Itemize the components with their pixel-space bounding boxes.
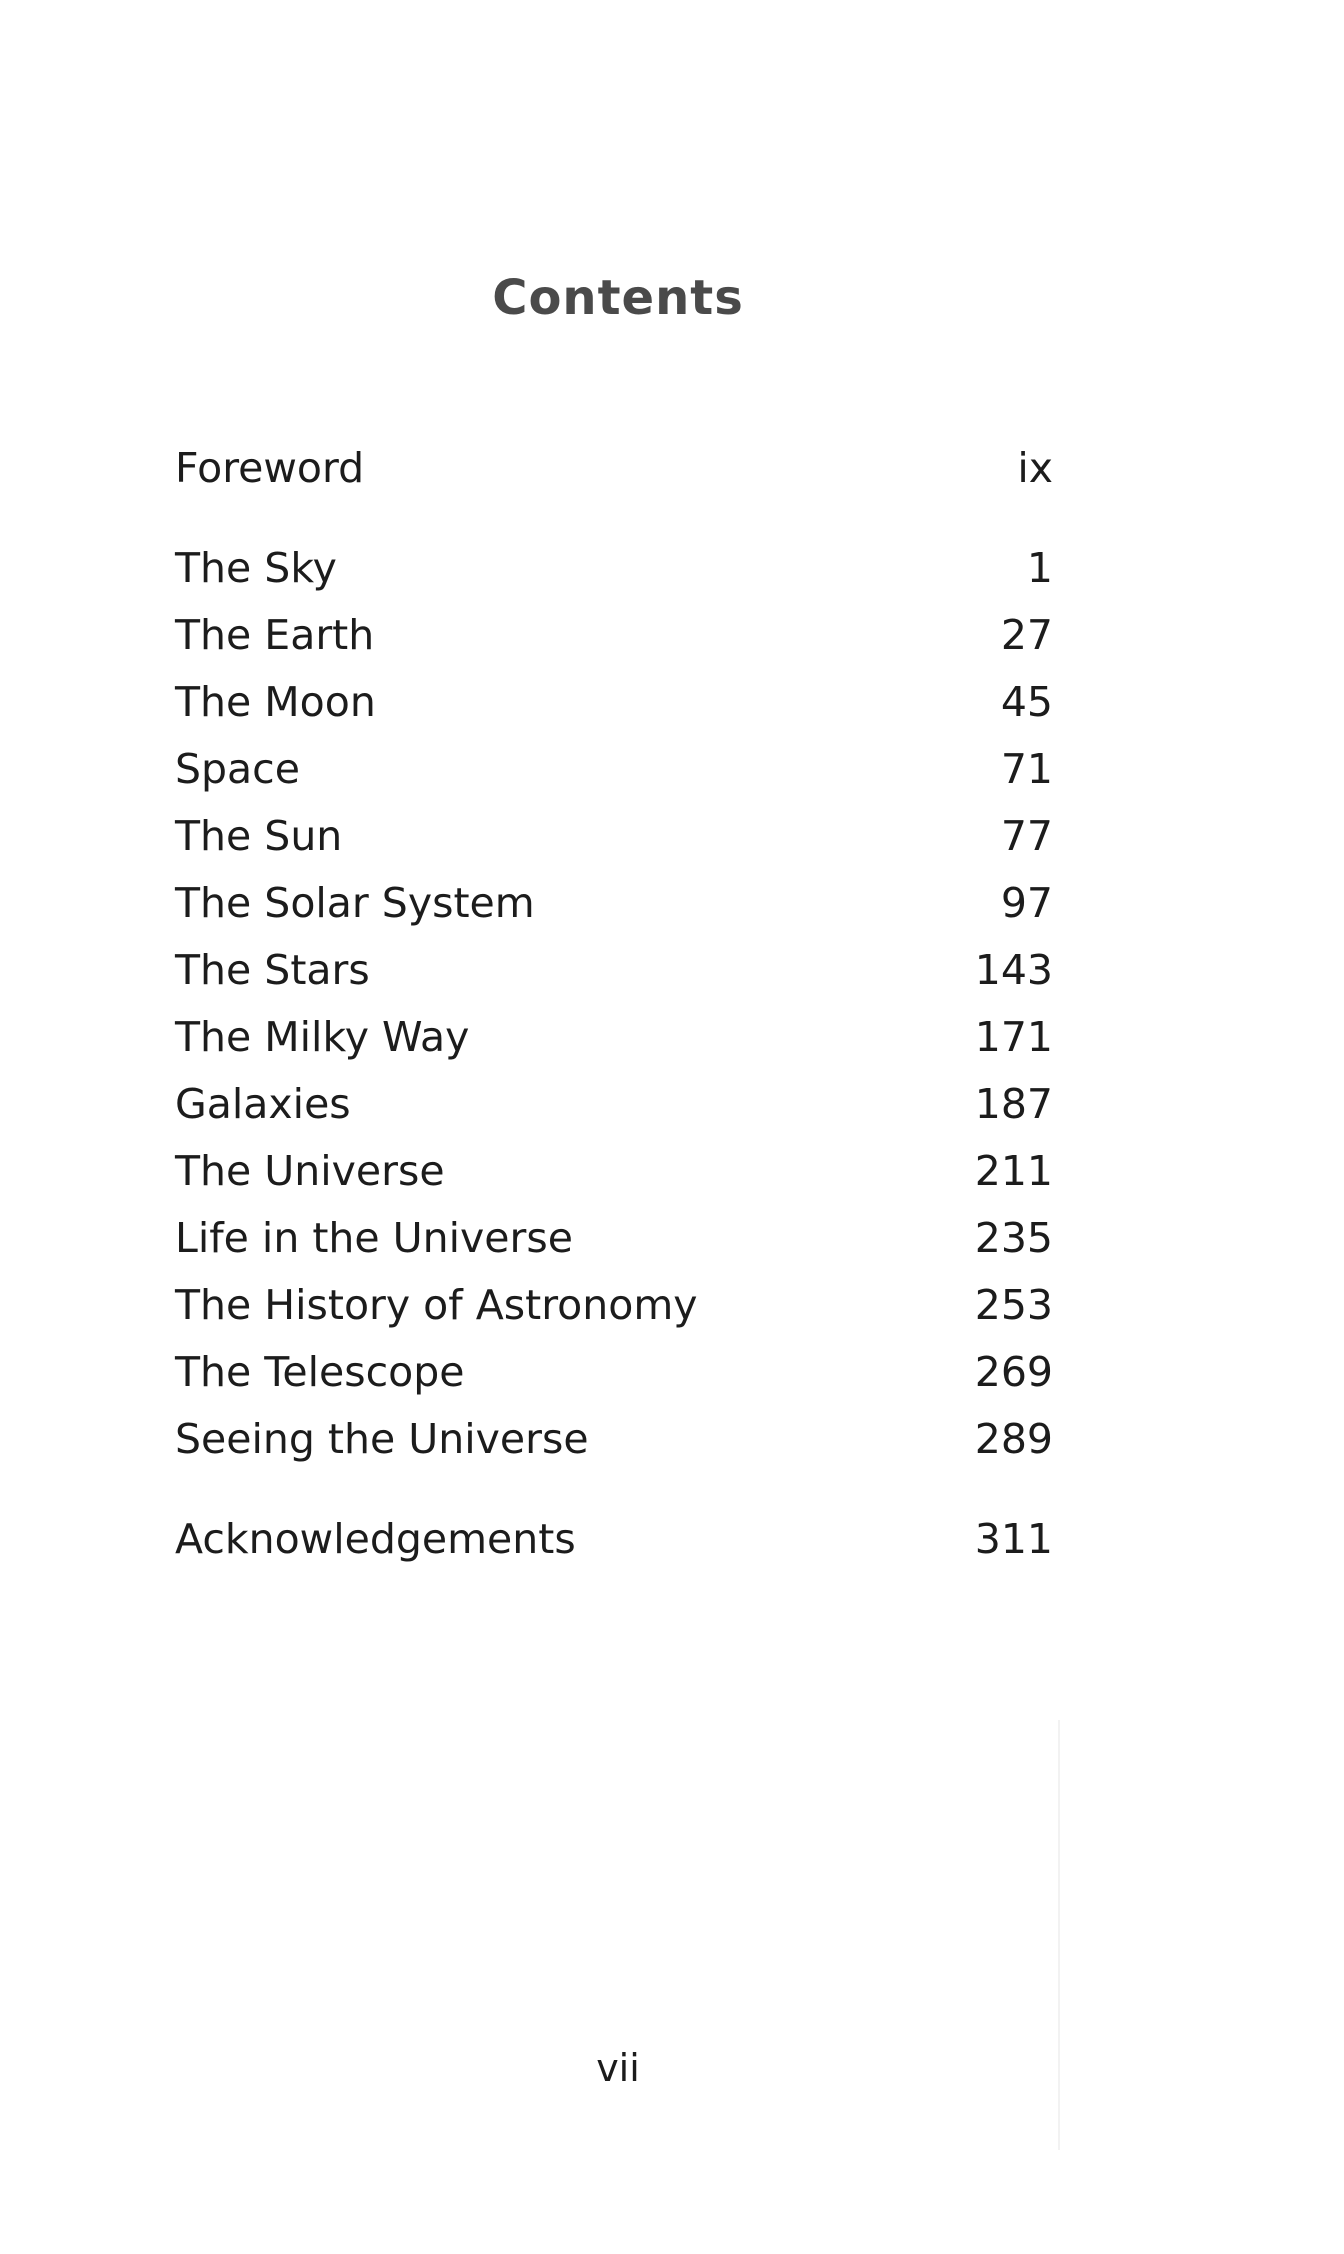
toc-entry-page: 311: [974, 1515, 1053, 1563]
toc-entry: [175, 1210, 1053, 1266]
page-number: vii: [596, 2046, 640, 2090]
toc-entry-page: 27: [1000, 611, 1053, 659]
toc-entry-page: 1: [1026, 544, 1053, 592]
toc-entry-title: The Telescope: [175, 1348, 465, 1396]
toc-entry: [175, 540, 1053, 596]
toc-entry: [175, 674, 1053, 730]
toc-entry-title: The Milky Way: [175, 1013, 470, 1061]
toc-entry: [175, 1511, 1053, 1567]
toc-entry-title: Foreword: [175, 444, 365, 492]
toc-entry: [175, 875, 1053, 931]
toc-entry-page: 235: [974, 1214, 1053, 1262]
toc-entry: [175, 440, 1053, 496]
toc-entry-title: The Solar System: [175, 879, 535, 927]
toc-entry-page: 187: [974, 1080, 1053, 1128]
toc-entry-page: ix: [1017, 444, 1053, 492]
toc-entry-title: Galaxies: [175, 1080, 351, 1128]
toc-entry-page: 97: [1000, 879, 1053, 927]
toc-entry-title: The History of Astronomy: [175, 1281, 698, 1329]
toc-entry-title: The Earth: [175, 611, 375, 659]
toc-entry: [175, 1277, 1053, 1333]
toc-entry: [175, 1411, 1053, 1467]
toc-entry-page: 253: [974, 1281, 1053, 1329]
toc-entry-title: The Universe: [175, 1147, 445, 1195]
toc-entry: [175, 808, 1053, 864]
toc-entry: [175, 741, 1053, 797]
toc-entry: [175, 607, 1053, 663]
toc-entry: [175, 1009, 1053, 1065]
toc-entry: [175, 1076, 1053, 1132]
toc-entry-page: 143: [974, 946, 1053, 994]
toc-entry-title: Life in the Universe: [175, 1214, 573, 1262]
toc-entry: [175, 1344, 1053, 1400]
toc-entry-title: The Sun: [175, 812, 343, 860]
toc-entry: [175, 942, 1053, 998]
page-title: Contents: [492, 270, 744, 326]
toc-entry-title: Seeing the Universe: [175, 1415, 589, 1463]
toc-entry: [175, 1143, 1053, 1199]
toc-entry-title: The Sky: [175, 544, 337, 592]
toc-entry-page: 45: [1000, 678, 1053, 726]
toc-entry-page: 269: [974, 1348, 1053, 1396]
toc-entry-page: 71: [1000, 745, 1053, 793]
toc-entry-title: Acknowledgements: [175, 1515, 576, 1563]
toc-entry-title: The Stars: [175, 946, 370, 994]
toc-entry-title: The Moon: [175, 678, 376, 726]
toc-entry-page: 77: [1000, 812, 1053, 860]
toc-entry-page: 171: [974, 1013, 1053, 1061]
toc-entry-page: 211: [974, 1147, 1053, 1195]
toc-entry-page: 289: [974, 1415, 1053, 1463]
toc-entry-title: Space: [175, 745, 300, 793]
